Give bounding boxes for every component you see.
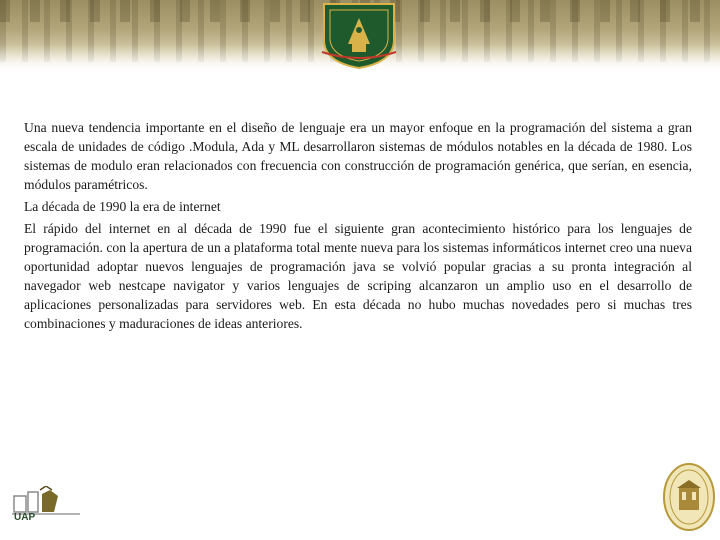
paragraph-modules: Una nueva tendencia importante en el diseño de lenguaje era un mayor enfoque en la programación del sistema a gran escala de unidades de código .Modula, Ada y ML desarrollaron sistemas de módulos notables en la década de 1980. Los sistemas de modulo eran relacionados con frecuencia con construcción de programación genérica, que serían, en esencia, módulos paramétricos. <box>24 120 692 192</box>
document-body <box>24 118 692 336</box>
section-heading-internet-era: La década de 1990 la era de internet <box>24 199 221 214</box>
university-crest-icon <box>318 0 400 70</box>
uap-logo-icon <box>10 486 82 530</box>
paragraph-internet: El rápido del internet en al década de 1990 fue el siguiente gran acontecimiento histórico para los lenguajes de programación. con la apertura de un a plataforma total mente nueva para los sistemas informáticos internet creo una nueva oportunidad adoptar nuevos lenguajes de programación java se volvió popular gracias a su pronta integración al navegador web nestcape navigator y varios lenguajes de scriping alcanzaron un amplio uso en el desarrollo de aplicaciones personalizadas para servidores web. En esta década no hubo muchas novedades pero si muchas tres combinaciones y maduraciones de ideas anteriores. <box>24 221 692 331</box>
uap-logo-text: UAP <box>14 512 36 523</box>
university-seal-icon <box>662 462 716 532</box>
